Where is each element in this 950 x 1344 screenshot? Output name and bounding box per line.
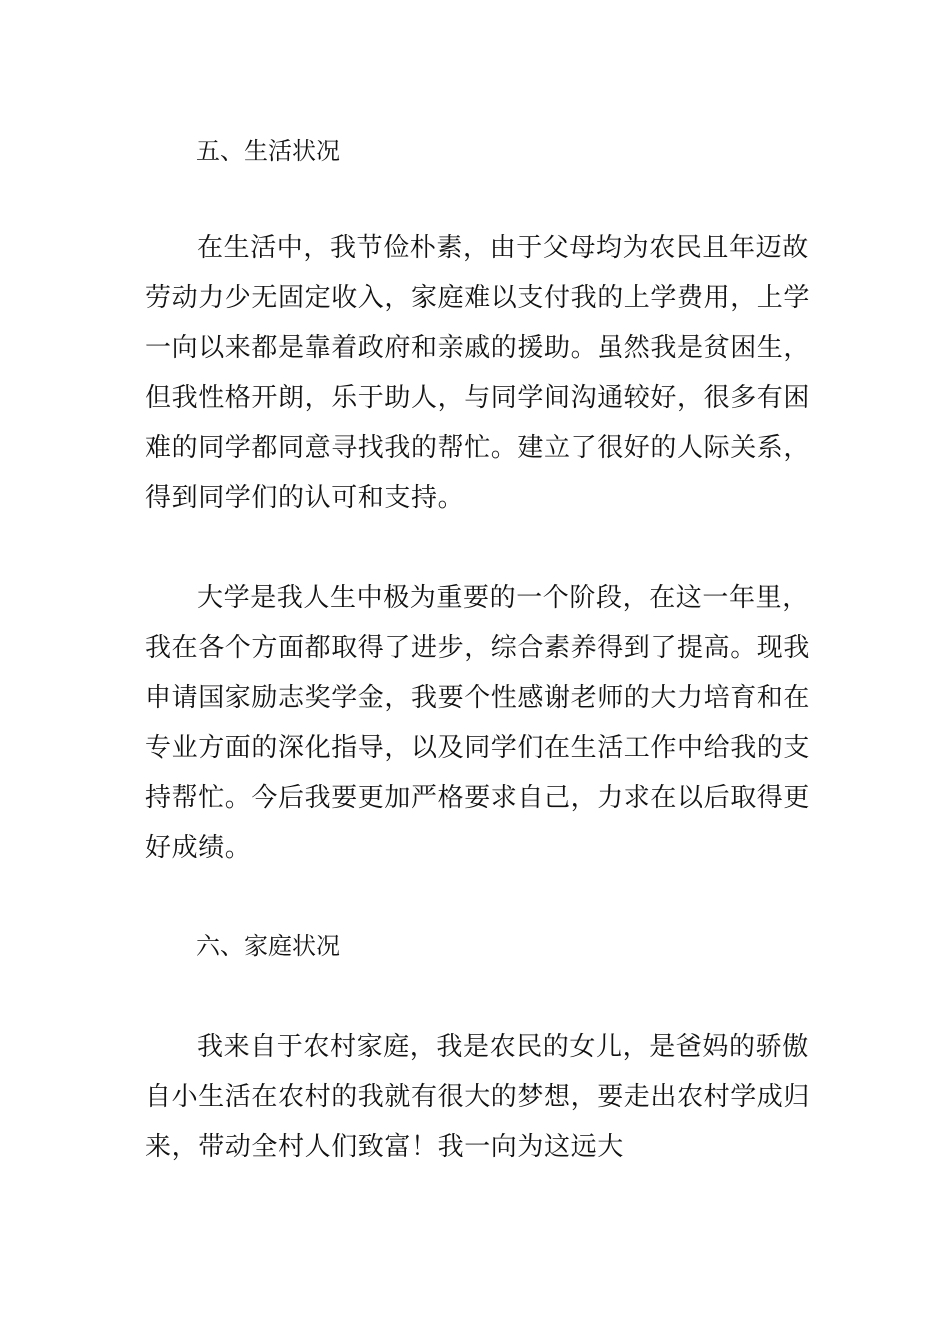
text-line: 申请国家励志奖学金，我要个性感谢老师的大力培育和在	[145, 683, 811, 713]
text-line: 我在各个方面都取得了进步，综合素养得到了提高。现我	[145, 633, 811, 663]
text-line: 在生活中，我节俭朴素，由于父母均为农民且年迈故	[197, 233, 809, 263]
paragraph-family	[145, 1022, 810, 1172]
text-line: 一向以来都是靠着政府和亲戚的援助。虽然我是贫困生，	[145, 333, 811, 363]
paragraph-living-university	[145, 573, 810, 873]
text-line: 劳动力少无固定收入，家庭难以支付我的上学费用，上学	[145, 283, 811, 313]
text-line: 但我性格开朗，乐于助人，与同学间沟通较好，很多有困	[145, 383, 811, 413]
text-line: 持帮忙。今后我要更加严格要求自己，力求在以后取得更	[145, 783, 811, 813]
text-line: 大学是我人生中极为重要的一个阶段，在这一年里，	[197, 583, 809, 613]
section-heading-family: 六、家庭状况	[196, 932, 340, 960]
text-line: 专业方面的深化指导，以及同学们在生活工作中给我的支	[145, 733, 811, 763]
text-line: 好成绩。	[145, 833, 252, 863]
paragraph-living-life	[145, 223, 810, 523]
text-line: 我来自于农村家庭，我是农民的女儿，是爸妈的骄傲	[197, 1032, 809, 1062]
text-line: 来，带动全村人们致富！我一向为这远大	[145, 1132, 624, 1162]
text-line: 得到同学们的认可和支持。	[145, 483, 465, 513]
section-heading-living: 五、生活状况	[196, 137, 340, 165]
text-line: 自小生活在农村的我就有很大的梦想，要走出农村学成归	[145, 1082, 811, 1112]
text-line: 难的同学都同意寻找我的帮忙。建立了很好的人际关系，	[145, 433, 811, 463]
